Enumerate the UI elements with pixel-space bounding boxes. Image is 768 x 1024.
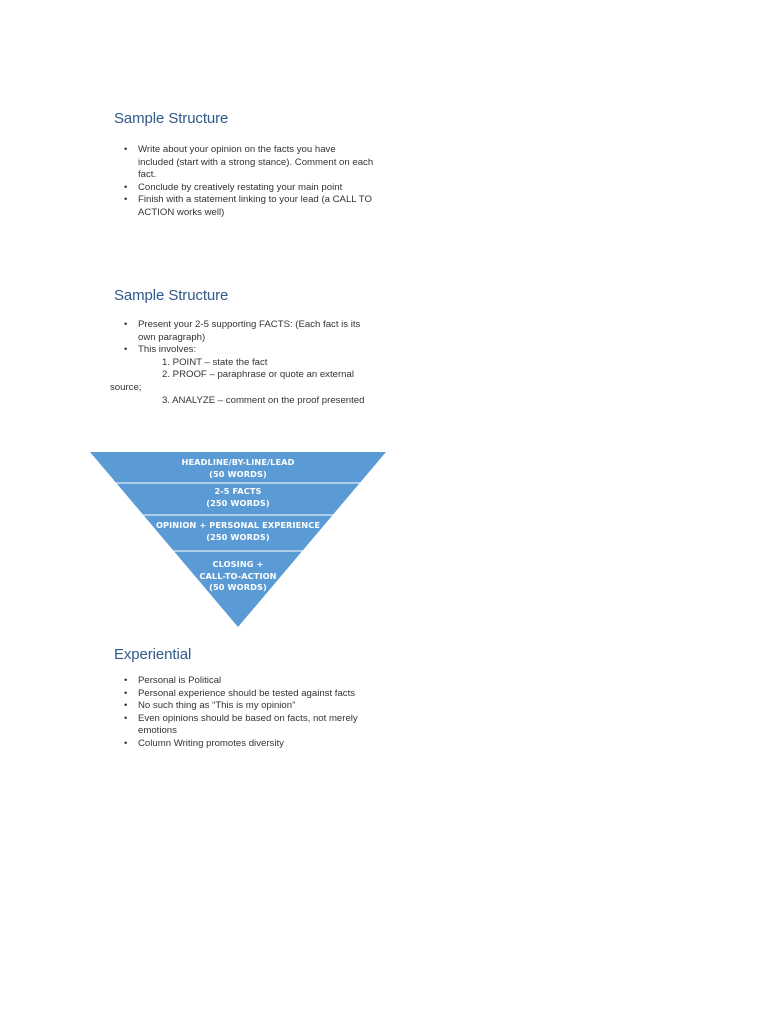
bullet-item: • This involves: — [124, 344, 374, 357]
tier-label: HEADLINE/BY-LINE/LEAD — [181, 457, 295, 467]
tier-label: 2-5 FACTS — [214, 486, 262, 496]
bullet-item: • Even opinions should be based on facts, not merely emotions — [124, 713, 374, 738]
bullet-item: • Conclude by creatively restating your main point — [124, 182, 374, 195]
section-title-sample-structure-1: Sample Structure — [114, 110, 229, 127]
bullet-list-sample-structure-2 — [110, 319, 374, 407]
bullet-item: • Present your 2-5 supporting FACTS: (Each fact is its own paragraph) — [124, 319, 374, 344]
tier-word-count: (50 WORDS) — [209, 582, 267, 592]
pyramid-tier-closing — [90, 559, 386, 594]
tier-word-count: (50 WORDS) — [209, 468, 267, 479]
tier-label: CALL-TO-ACTION — [199, 570, 277, 581]
section-title-sample-structure-2: Sample Structure — [114, 287, 229, 304]
inverted-pyramid-diagram — [90, 452, 386, 627]
bullet-item: • Personal experience should be tested against facts — [124, 688, 374, 701]
bullet-item: • Write about your opinion on the facts you have included (start with a strong stance). Comment on each fact. — [124, 144, 374, 182]
tier-label: OPINION + PERSONAL EXPERIENCE — [155, 520, 321, 530]
step-item: 2. PROOF – paraphrase or quote an external — [162, 369, 354, 381]
pyramid-tier-headline — [90, 457, 386, 480]
tier-word-count: (250 WORDS) — [206, 497, 270, 508]
bullet-item: • No such thing as “This is my opinion” — [124, 700, 374, 713]
step-item: 1. POINT – state the fact — [162, 356, 268, 368]
step-item-continuation: source; — [110, 381, 142, 393]
section-title-experiential: Experiential — [114, 646, 192, 663]
pyramid-tier-opinion — [90, 520, 386, 543]
bullet-list-sample-structure-1 — [124, 144, 374, 220]
pyramid-tier-facts — [90, 486, 386, 509]
bullet-item: • Column Writing promotes diversity — [124, 738, 374, 751]
bullet-item: • Finish with a statement linking to your lead (a CALL TO ACTION works well) — [124, 194, 374, 219]
tier-label: CLOSING + — [212, 559, 264, 569]
bullet-item: • Personal is Political — [124, 675, 374, 688]
step-item: 3. ANALYZE – comment on the proof presented — [162, 394, 365, 406]
bullet-list-experiential — [124, 675, 374, 751]
tier-word-count: (250 WORDS) — [206, 531, 270, 542]
